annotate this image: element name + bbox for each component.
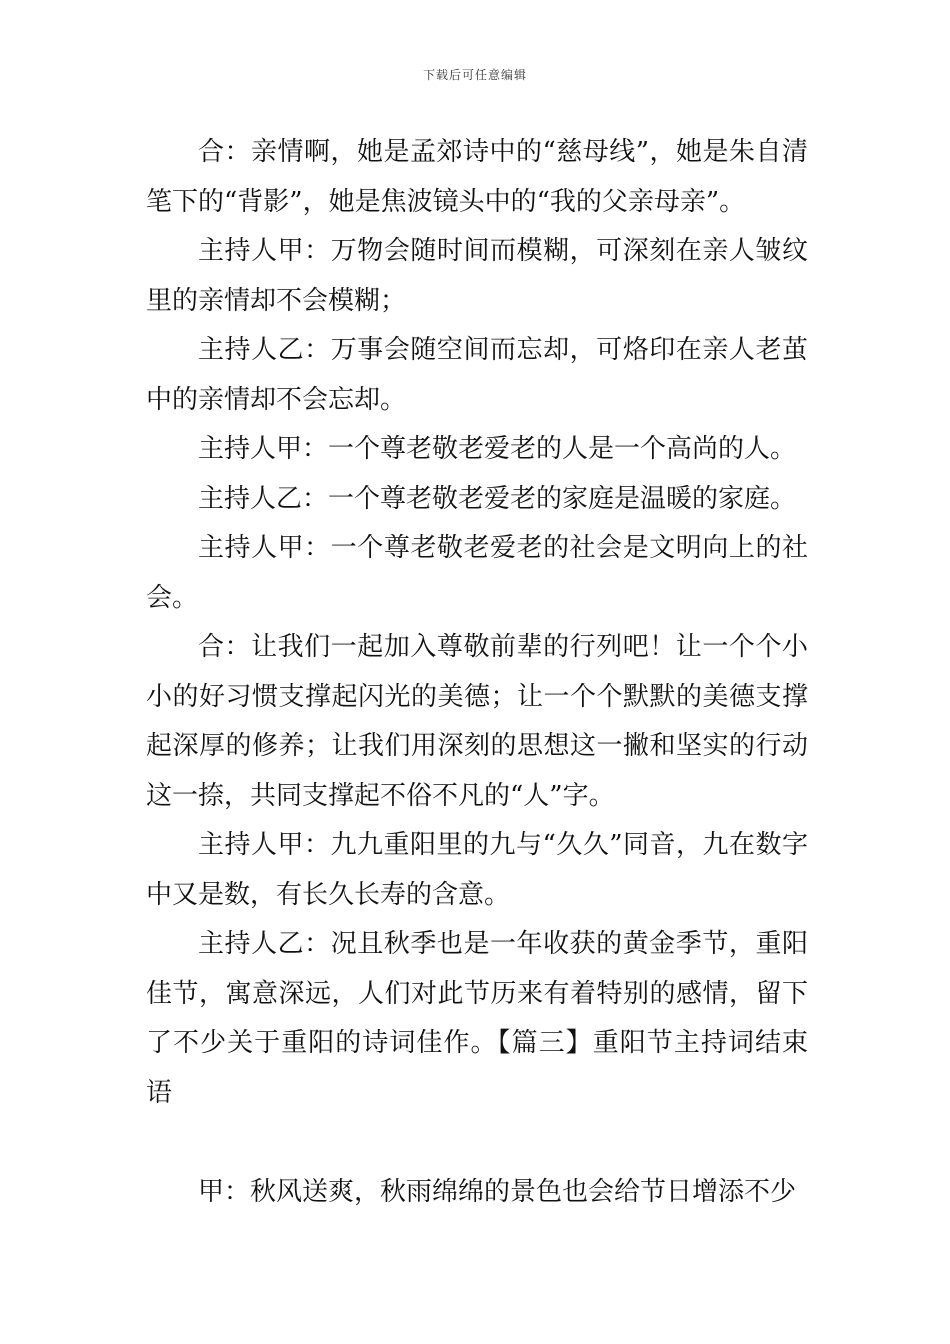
paragraph-4: 主持人甲：一个尊老敬老爱老的人是一个高尚的人。	[198, 434, 797, 464]
paragraph-1: 合：亲情啊，她是孟郊诗中的“慈母线”，她是朱自清笔下的“背影”，她是焦波镜头中的“我的父亲母亲”。	[146, 137, 808, 217]
paragraph-5: 主持人乙：一个尊老敬老爱老的家庭是温暖的家庭。	[198, 483, 797, 514]
paragraph-2: 主持人甲：万物会随时间而模糊，可深刻在亲人皱纹里的亲情却不会模糊；	[146, 236, 808, 316]
paragraph-9: 主持人乙：况且秋季也是一年收获的黄金季节，重阳佳节，寓意深远，人们对此节历来有着特别的感情，留下了不少关于重阳的诗词佳作。【篇三】重阳节主持词结束语	[146, 929, 808, 1108]
paragraph-3: 主持人乙：万事会随空间而忘却，可烙印在亲人老茧中的亲情却不会忘却。	[146, 335, 808, 415]
paragraph-6: 主持人甲：一个尊老敬老爱老的社会是文明向上的社会。	[146, 533, 808, 613]
paragraph-7: 合：让我们一起加入尊敬前辈的行列吧！让一个个小小的好习惯支撑起闪光的美德；让一个个默默的美德支撑起深厚的修养；让我们用深刻的思想这一撇和坚实的行动这一捺，共同支撑起不俗不凡的“人”字。	[146, 632, 808, 811]
document-body	[146, 128, 808, 1217]
page-header-note: 下载后可任意编辑	[422, 68, 527, 82]
paragraph-10: 甲：秋风送爽，秋雨绵绵的景色也会给节日增添不少	[198, 1176, 797, 1207]
paragraph-8: 主持人甲：九九重阳里的九与“久久”同音，九在数字中又是数，有长久长寿的含意。	[146, 830, 808, 910]
